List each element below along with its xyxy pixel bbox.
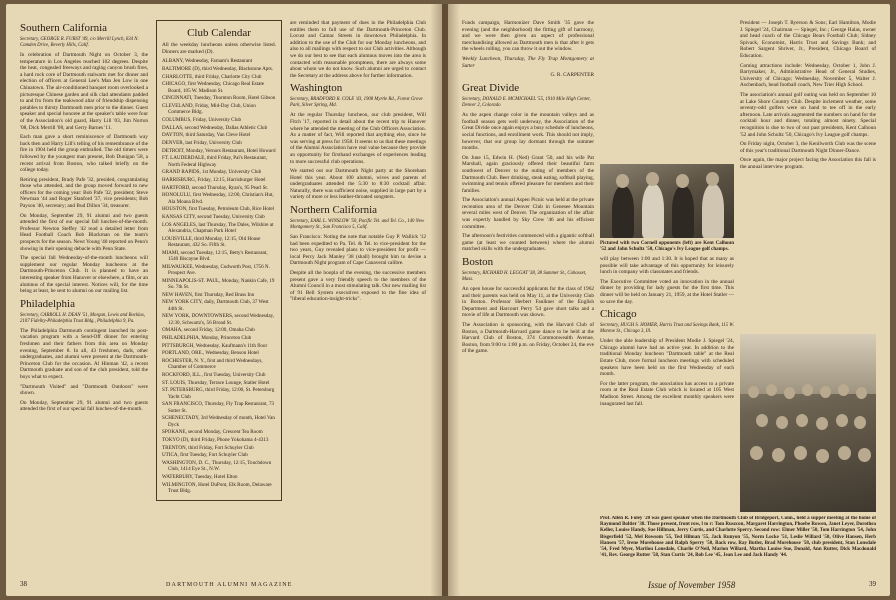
magazine-footer: DARTMOUTH ALUMNI MAGAZINE [166,582,293,588]
section-title-northern-california: Northern California [290,204,378,217]
club-calendar-entry: ST. PETERSBURG, third Friday, 12:00, St. Petersburg Yacht Club [162,387,275,400]
paragraph: are reminded that payment of dues in the Philadelphia Club entitles them to full use of the Dartmouth-Princeton Club. Locust and Camac Streets in downtown Philadelphia. In addition to the use of the Club for our Monday luncheons, and also to all mailings with respect to our Club activities. Although we do our best to see that each alumnus moves into the area is contacted with reasonable promptness, there are always some about whom we do not know. Such alumni are urged to contact the Secretary at the address above for further information. [290,20,426,79]
photo-figure [702,184,724,238]
photo-figure-head [646,172,659,186]
club-calendar-entry: WASHINGTON, D. C., Thursday, 12:15, Touchdown Club, 1414 Eye St., N.W. [162,460,272,473]
paragraph: Once again, the major project facing the Association this fall is the annual interview program. [740,157,876,170]
club-calendar-entry: WILMINGTON, Hotel DuPont, Elk Room, Delaware Trust Bldg. [162,481,272,495]
paragraph: Funds campaign, Harmonizer Dave Smith '35 gave the evening (and the neighborhood) the fitting gift of harmony, and we were then given an aspect of professional merchandising allowed as Dartmouth men is that after it gets the wheels rolling, you can throw it out the window. [462,20,594,53]
photo-figure-head [856,387,867,399]
club-calendar-entry: ALBANY, Wednesday, Farnam's Restaurant [162,58,253,65]
secretary-chicago: Secretary, HUGH S. HOMER, Harris Trust and Savings Bank, 115 W. Monroe St., Chicago 3, Ill. [600,323,734,335]
paragraph: On June 15, Edwin H. (Ned) Grant '50, and his wife Pat Marshall, again graciously offered their beautiful farm southwest of Denver to the outing of members of the Dartmouth Club. Beer drinking, steak eating, softball playing, swimming and tennis offered pleasure for members and their families. [462,154,594,194]
left-column-3 [290,20,426,570]
club-calendar-entry: SPOKANE, second Monday, Crescent Tea Room [162,429,263,436]
paragraph: Weekly Luncheon, Thursday, The Fly Trap Montgomery at Sutter [462,55,594,69]
right-page [448,4,890,596]
left-page [6,4,442,596]
photo-figure-head [816,417,828,430]
section-title-chicago: Chicago [600,308,637,321]
photo-figure-head [794,446,807,460]
paragraph: Despite all the hoopla of the evening, the successive members present gave a very friendly speech to the members of the Alumni Council in a most stimulating talk. Our new mailing list of 91 Bell System executives exposed to the fine idea of "liberal education-insight-tricks". [290,270,426,303]
club-calendar-entry: TOKYO (D), third Friday, Phone Yokohama 4-4313 [162,437,269,444]
club-calendar-entry: BALTIMORE (D), third Wednesday, Blackstone Apts. [162,65,274,72]
photo-figure-head [838,384,849,396]
club-calendar-entry: SAN FRANCISCO, Thursday, Fly Trap Restaurant, 73 Sutter St. [162,401,275,414]
left-column-2 [156,20,282,570]
paragraph: We started out our Dartmouth Night party at the Shoreham Hotel this year. About 100 alumni, wives and parents of undergraduates attended the 5:30 to 8:30 cocktail affair. Naturally, there was sufficient noise, supplied in large part by a variety of more or less leather-throated songsters. [290,168,426,201]
club-calendar-entry: GRAND RAPIDS, 1st Monday, University Club [162,169,262,176]
club-calendar-entry: ST. LOUIS, Thursday, Terrace Lounge, Statler Hotel [162,379,270,386]
secretary-washington: Secretary, BRADFORD R. COLE '43, 1908 Myrtle Rd., Forest Grove Park, Silver Spring, Md. [290,97,423,109]
club-calendar-entry: UTICA, first Tuesday, Fort Schuyler Club [162,452,248,459]
right-column-2 [600,256,734,556]
photo-figure-head [766,384,777,396]
club-calendar-entry: PHILADELPHIA, Monday, Princeton Club [162,335,252,342]
club-calendar-entry: OMAHA, second Friday, 12:00, Omaha Club [162,327,255,334]
secretary-boston: Secretary, RICHARD H. LEGGAT '38, 38 Summer St., Cohasset, Mass. [462,271,587,283]
golf-champions-photo [600,164,734,238]
photo-figure-head [706,172,719,186]
club-calendar-entry: HONOLULU, first Wednesday, 12:00, Christian's Hut, Ala Moana Blvd. [162,192,274,205]
secretary-great-divide: Secretary, DONALD E. MCMICHAEL '55, 1910 Mile High Center, Denver 2, Colorado [462,97,591,109]
signature: G. R. CARPENTER [550,72,594,79]
photo-figure-head [836,414,848,427]
paragraph: The Philadelphia Dartmouth contingent launched its post-vacation program with a Send-Off dinner for entering freshmen and their fathers from this area on Monday evening, September 8. In all, 43 freshmen, dads, other undergraduates, and alumni were present at the Dartmouth-Princeton Club for the occasion. Al Hinman '42, a recent Dartmouth graduate and son of the club president, told the boys what to expect. [20,327,148,380]
club-calendar-entry: TRENTON, third Friday, Fort Schuyler Club [162,444,254,451]
club-calendar-entry: MILWAUKEE, Wednesday, Cudworth Post, 1756 N. Prospect Ave. [162,263,270,276]
paragraph: For the latter program, the association has access to a private room at the Real Estate Club which is located at 105 West Madison Street. Among the excellent monthly speakers were inaugurated last fall. [600,380,734,407]
section-title-boston: Boston [462,256,494,269]
club-calendar-entry: NEW HAVEN, first Thursday, Red Brass Inn [162,291,255,298]
club-calendar-entry: WATERBURY, Tuesday, Hotel Elton [162,474,238,481]
club-calendar-entry: HARRISBURG, Friday, 12:15, Harrisburger Hotel [162,177,266,184]
club-calendar-entry: SCHENECTADY, 3rd Wednesday of month, Hotel Van Dyck [162,415,275,428]
paragraph: The Executive Committee voted an innovation in the annual dinner by providing for lady guests for the first time. This dinner will be held on January 21, 1959, at the Hotel Statler — so save the day. [600,278,734,305]
paragraph: President — Joseph T. Ryerson & Sons; Earl Hamilton, Modie J. Spiegel '24, Chairman — Spiegel, Inc.; George Halas, owner and head coach of the Chicago Bears Football Club; Sidney Spivack, Economist, Harris Trust and Savings Bank; and Robert Sargent Shriver, Jr., President, Chicago Board of Education. [740,20,876,59]
paragraph: Each man gave a short reminiscence of Dartmouth way back then and Harry Lill's telling of his remembrance of the fire in 1904 held the group enthralled. The old timers were followed by the youngest man present, Bob Dunigan '58, a recent arrival from Boston, who talked briefly on the college today. [20,134,148,174]
photo-figure-head [796,414,808,427]
paragraph: Coming attractions include: Wednesday, October 1, John J. Barrymaker, Jr., Administrative Head of General Studies, University of Chicago; Wednesday, November 5, Walter J. Aschenbach, head football coach, New Trier High School. [740,62,876,89]
photo-figure-head [756,414,768,427]
issue-date: Issue of November 1958 [648,580,736,590]
club-calendar-entry: CHARLOTTE, third Friday, Charlotte City Club [162,73,262,80]
bridgeport-photo-caption: Prof. Allen R. Foley '20 was guest speaker when the Dartmouth Club of Bridgeport, Conn., held a supper meeting at the home of Raymond Boltier '38. Those present, front row, l to r: Tom Ruszcon, Margaret Harrington, Phoebe Rowen, Janet Leyer, Dorothea Keller, Louise Handy, Sue Hillman, Jerry Curtis, and Charlotte Sperry. Second row: Elmer Miller '50, Tom Harrington '54, John Bisgerfield '52, Mel Rowsom '55, Ted Hilman '55, Jack Runyon '55, Norm Locke '51, Leslie Willard '50, Olive Hansen, Herb Hansen '57, Irene Morehouse and Ralph Sperry '50, Back row, Ray Butler, Brad Morehouse '58, club president, Stan Lonsdale '54, Fred Myer, Marilou Lonsdale, Charlie O'Neil, Marion Willard, Martha Louise Sue, Donald, Ann Rutter, Dick Macdonald '41, Rev. George Rutter '58, Stan Curtis '24, Bob Lee '45, Jean Lee and Jack Handy '44. [600,516,876,559]
paragraph: The special fall Wednesday-of-the-month luncheons will supplement our regular Monday luncheons at the Dartmouth-Princeton Club. It is planned to have an interesting speaker from Hanover or elsewhere, a film, or an alumnus of the special interest. Notices will, for the time being at least, be sent to alumni on our mailing list. [20,255,148,295]
paragraph: The association's annual golf outing was held on September 10 at Lake Shore Country Club. Despite inclement weather, some seventy-odd golfers were on hand to tee off in the early afternoon. Late arrivals augmented the numbers on hand for the cocktail hour and dinner, totaling almost ninety. Special recognition is due to two of our past presidents, Kent Calhoun '52 and John Schultz '50, Chicago's Ivy League golf champs. [740,91,876,138]
photo-figure-head [772,448,785,462]
secretary-northern-california: Secretary, EARL L. WINSLOW '50, Pacific Tel. and Tel. Co., 140 New Montgomery St., San Francisco 5, Calif. [290,219,425,231]
photo-figure-head [858,448,871,462]
paragraph: Retiring president, Brady Pafe '32, presided, congratulating those who attended, and the group moved forward to new officers for the coming year: Bob Pafe '32, president; Steve Newman '44 and Roger Stanford '37, vice presidents; Bob Payson '40, secretary; and Bud Dillon '34, treasurer. [20,176,148,210]
paragraph: Under the able leadership of President Modie J. Spiegel '24, Chicago alumni have had an active year. In addition to the traditional Monday luncheon "Dartmouth table" at the Real Estate Club, more formal luncheon meetings with scheduled speakers have been held on the first Wednesday of each month. [600,338,734,378]
bridgeport-group-photo [740,334,876,512]
club-calendar-entry: CLEVELAND, Friday, Mid-Day Club, Union Commerce Bldg. [162,102,256,116]
club-calendar-entry: NEW YORK, DOWNTOWNERS, second Wednesday, 12:30, Schwartz's, 56 Broad St. [162,313,275,326]
club-calendar-list [162,58,276,494]
paragraph: As the aspen change color in the mountain valleys and as football season gets well underway, the Association of the Great Divide once again enjoys a busy schedule of luncheons, social functions, and enrollment work. This should not imply, however, that our group lay dormant through the summer months. [462,112,594,152]
page-number-left: 38 [20,580,27,588]
left-column-1 [20,20,148,570]
club-calendar-entry: PITTSBURGH, Wednesday, Kaufmann's 11th floor [162,342,268,349]
section-title-southern-california: Southern California [20,22,108,34]
photo-figure-head [616,174,629,188]
photo-figure [612,186,634,238]
photo-figure-head [854,416,866,429]
photo-figure-head [816,449,829,463]
paragraph: "Dartmouth Visited" and "Dartmouth Outdoors" were shown. [20,383,148,397]
paragraph: On Friday night, October 3, the Kenilworth Club was the scene of this year's traditional Dartmouth Night Dinner-Dance. [740,141,876,154]
photo-figure-head [750,446,763,460]
club-calendar-title: Club Calendar [187,27,251,39]
club-calendar-intro: All the weekday luncheons unless otherwise listed. Dinners are marked (D). [162,42,276,55]
club-calendar-entry: HOUSTON, first Tuesday, Petroleum Club, Rice Hotel [162,206,275,213]
paragraph: In celebration of Dartmouth Night on October 3, the temperature in Los Angeles reached 102 degrees. Despite the heat, congealed freeways and raging canyon brush fires, a hard rock core of Dartmouth stalwarts met for dinner and election of officers at General Lee's Man Jen Low in one Chinatown. The air-conditioned banquet room overlooked a picturesque Chinese garden and silk clad attendants padded to and fro from the teakwood altar of friendship dispensing potables to thirsty Dartmouth men prior to the dinner. Guest speaker and special honoree at the speaker's table were four of the Association's old guard, Harry Lill '03, Jim Norton '08, Dick Merrill '08, and Gerry Barnes '11. [20,52,148,131]
paragraph: On Monday, September 29, 91 alumni and two guests attended the first of our special fall lunches-of-the-month. [20,399,148,413]
club-calendar-entry: COLUMBUS, Friday, University Club [162,116,242,123]
page-number-right: 39 [869,580,876,588]
club-calendar-entry: DALLAS, second Wednesday, Dallas Athletic Club [162,124,268,131]
club-calendar-entry: DENVER, last Friday, University Club [162,139,242,146]
photo-figure-head [776,416,788,429]
club-calendar-entry: HARTFORD, second Thursday, Ryan's, 95 Pearl St. [162,184,269,191]
paragraph: At the regular Thursday luncheon, our club president, Will Fitch '17, reported in detail about the recent trip to Hanover where he attended the meeting of the Club Officers Association. As a matter of fact, Will reported that anything else, since he was serving at press for 1958. It seems to us that these meetings of the Alumni Association have real value because they provide an opportunity for firsthand exchanges of experiences leading to more successful club operations. [290,112,426,165]
club-calendar-entry: CHICAGO, first Wednesday, Chicago Real Estate Board, 105 W. Madison St. [162,81,265,94]
section-title-philadelphia: Philadelphia [20,297,75,310]
club-calendar-entry: NEW YORK CITY, daily, Dartmouth Club, 37 West 44th St. [162,299,269,312]
photo-figure-head [820,386,831,398]
club-calendar-entry: MIAMI, second Tuesday, 12:15, Betty's Restaurant, 1540 Biscayne Blvd. [162,249,268,263]
club-calendar-entry: FT. LAUDERDALE, third Friday, Pal's Restaurant, North Federal Highway [162,155,268,168]
photo-figure [672,186,694,238]
section-title-great-divide: Great Divide [462,82,520,95]
secretary-philadelphia: Secretary, CARROLL H. DEAN '51, Morgan, Lewis and Bockius, 2107 Fidelity-Philadelphia Trust Bldg., Philadelphia 9, Pa. [20,312,145,324]
club-calendar-entry: ROCKFORD, ILL., first Tuesday, University Club [162,372,266,379]
photo-figure-head [838,446,851,460]
club-calendar-entry: LOS ANGELES, last Thursday, The Dales, Wilshire at Alexandria, Chapman Park Hotel [162,221,274,235]
right-column-1 [462,20,594,570]
paragraph: On Monday, September 29, 91 alumni and two guests attended the first of our special fall lunches-of-the-month. Professor Newton Steffey '42 read a detailed letter from Head Football Coach Bob Blackman on the team's prospects for the season. Newt Young '40 reported on Penn's showing in their opening debacle with Penn State. [20,212,148,252]
paragraph: San Francisco: Noting the note that notable Guy P. Wallick '12 had been expedited to Pa. Tel. & Tel. to vice-president for the two years, Guy revealed plans to vice-president for profit — local Percy Jack Manley '38 (shall) brought him to devise a Dartmouth Night program of Cape Canaveral calibre. [290,234,426,267]
photo-figure-head [676,174,689,188]
right-column-3 [740,20,876,330]
club-calendar-box [156,20,282,501]
section-title-washington: Washington [290,82,343,95]
paragraph: An open house for successful applicants for the class of 1962 and their parents was held on May 11, at the University Club in Boston. Professor Herbert Faulkner of the English Department and Harcourt Perry '54 gave short talks and a movie of life at Dartmouth was shown. [462,286,594,319]
club-calendar-entry: CINCINNATI, Tuesday, Thornton Room, Hotel Gibson [162,95,276,102]
club-calendar-entry: ROCHESTER, N. Y., first and third Wednesdays, Chamber of Commerce [162,358,263,371]
paragraph: The afternoon's festivities commenced with a gigantic softball game (at least we counted between) where the alumni matched skills with the undergraduates. [462,233,594,253]
paragraph: will play between 1:00 and 1:30. It is hoped that as many as possible will take advantage of this opportunity for leisurely lunch in company with classmates and friends. [600,256,734,276]
club-calendar-entry: PORTLAND, ORE., Wednesday, Benson Hotel [162,350,259,357]
club-calendar-entry: DAYTON, third Saturday, Van Cleve Hotel [162,132,251,139]
secretary-southern-california: Secretary, GEORGE R. FURST '49, c/o Merrill Lynch, 634 N. Camden Drive, Beverly Hills, Calif. [20,37,139,48]
golf-photo-caption: Pictured with two Cornell opponents (left) are Kent Calhoun '52 and John Schultz '50, Chicago's Ivy League golf champs. [600,241,734,253]
photo-figure-head [802,384,813,396]
paragraph: The Association is sponsoring, with the Harvard Club of Boston, a Dartmouth-Harvard game dance to be held at the Harvard Club of Boston, 374 Commonwealth Avenue, Boston, from 9:00 to 1:00 p.m. on Friday, October 24, the eve of the game. [462,322,594,355]
paragraph: The Association's annual Aspen Picnic was held at the private recreation area of the Denver Club in Genesee Mountain several miles west of Denver. The organization of the affair was expertly handled by Sky Crew '46 and his efficient committee. [462,197,594,230]
club-calendar-entry: LOUISVILLE, third Monday, 12:15, Old House Restaurant, 432 So. Fifth St. [162,235,261,249]
photo-figure-head [784,387,795,399]
club-calendar-entry: DETROIT, Monday, Vernors Restaurant, Hotel Howard [162,147,276,154]
club-calendar-entry: MINNEAPOLIS-ST. PAUL, Monday, Nankin Cafe, 19 So. 7th St. [162,277,275,290]
photo-figure-head [748,386,759,398]
photo-figure [642,184,664,238]
club-calendar-entry: KANSAS CITY, second Tuesday, University Club [162,214,265,221]
